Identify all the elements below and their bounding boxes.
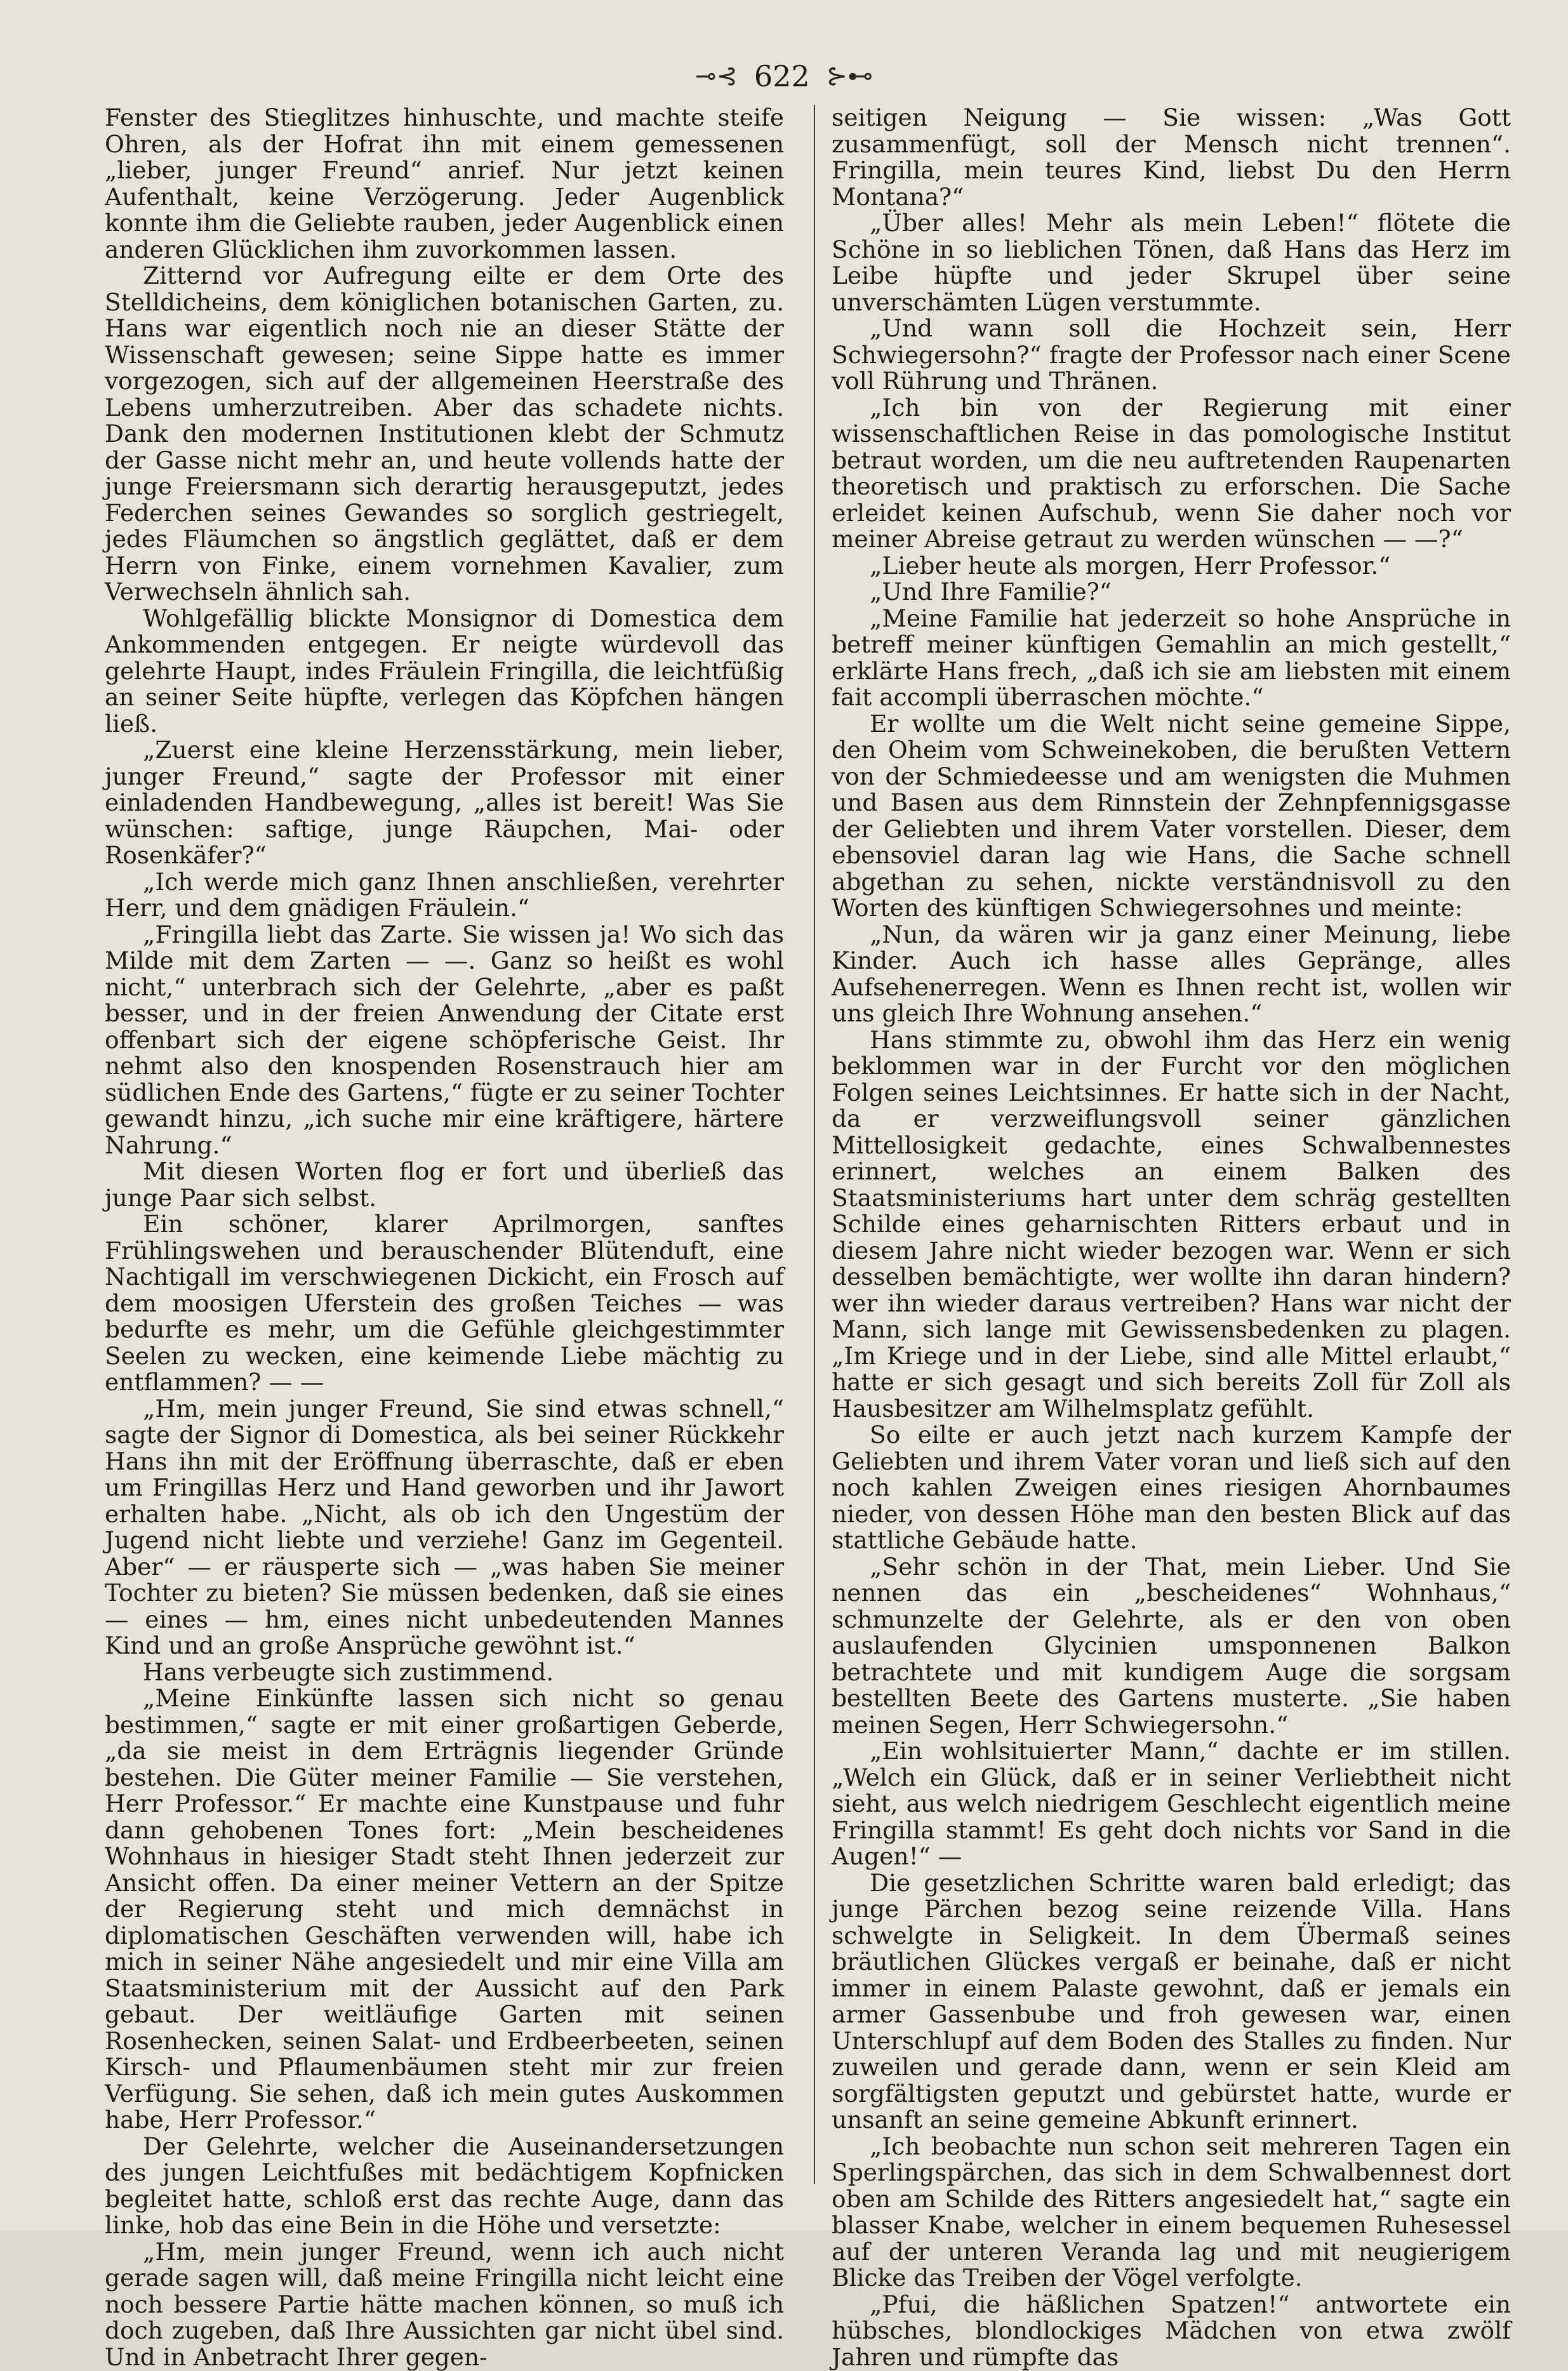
text-columns <box>105 103 1511 2371</box>
paragraph: „Fringilla liebt das Zarte. Sie wissen ja! Wo sich das Milde mit dem Zarten — —. Ganz so heißt es wohl nicht,“ unterbrach sich der Gelehrte, „aber es paßt besser, und in der freien Anwendung der Citate erst offenbart sich der eigene schöpferische Geist. Ihr nehmt also den knospenden Rosenstrauch hier am südlichen Ende des Gartens,“ fügte er zu seiner Tochter gewandt hinzu, „ich suche mir eine kräftigere, härtere Nahrung.“ <box>105 920 784 1159</box>
paragraph: Er wollte um die Welt nicht seine gemeine Sippe, den Oheim vom Schweinekoben, die berußten Vettern von der Schmiedeesse und am wenigsten die Muhmen und Basen aus dem Rinnstein der Zehnpfennigsgasse der Geliebten und ihrem Vater vorstellen. Dieser, dem ebensoviel daran lag wie Hans, die Sache schnell abgethan zu sehen, nickte verständnisvoll zu den Worten des künftigen Schwiegersohnes und meinte: <box>832 709 1511 922</box>
paragraph: Der Gelehrte, welcher die Auseinandersetzungen des jungen Leichtfußes mit bedächtigem Kopfnicken begleitet hatte, schloß erst das rechte Auge, dann das linke, hob das eine Bein in die Höhe und versetzte: <box>105 2132 784 2239</box>
ornament-right-icon: ⊱⊷ <box>826 62 874 91</box>
column-divider <box>814 105 815 2184</box>
paragraph: „Pfui, die häßlichen Spatzen!“ antwortete ein hübsches, blondlockiges Mädchen von etwa zwölf Jahren und rümpfte das <box>832 2290 1511 2371</box>
paragraph: Ein schöner, klarer Aprilmorgen, sanftes Frühlingswehen und berauschender Blütenduft, eine Nachtigall im verschwiegenen Dickicht, ein Frosch auf dem moosigen Uferstein des großen Teiches — was bedurfte es mehr, um die Gefühle gleichgestimmter Seelen zu wecken, eine keimende Liebe mächtig zu entflammen? — — <box>105 1210 784 1396</box>
ornament-left-icon: ⊸⊰ <box>694 62 738 91</box>
paragraph: „Ein wohlsituierter Mann,“ dachte er im stillen. „Welch ein Glück, daß er in seiner Verliebtheit nicht sieht, aus welch niedrigem Geschlecht eigentlich meine Fringilla stammt! Es geht doch nichts vor Sand in die Augen!“ — <box>832 1737 1511 1870</box>
paragraph: So eilte er auch jetzt nach kurzem Kampfe der Geliebten und ihrem Vater voran und ließ sich auf den noch kahlen Zweigen eines riesigen Ahornbaumes nieder, von dessen Höhe man den besten Blick auf das stattliche Gebäude hatte. <box>832 1421 1511 1554</box>
paragraph: „Nun, da wären wir ja ganz einer Meinung, liebe Kinder. Auch ich hasse alles Gepränge, alles Aufsehenerregen. Wenn es Ihnen recht ist, wollen wir uns gleich Ihre Wohnung ansehen.“ <box>832 920 1511 1027</box>
paragraph: „Zuerst eine kleine Herzensstärkung, mein lieber, junger Freund,“ sagte der Professor mit einer einladenden Handbewegung, „alles ist bereit! Was Sie wünschen: saftige, junge Räupchen, Mai- oder Rosenkäfer?“ <box>105 736 784 869</box>
paragraph: „Lieber heute als morgen, Herr Professor.“ <box>870 551 1391 580</box>
right-column <box>832 103 1511 2371</box>
paragraph: Die gesetzlichen Schritte waren bald erledigt; das junge Pärchen bezog seine reizende Villa. Hans schwelgte in Seligkeit. In dem Übermaß seines bräutlichen Glückes vergaß er beinahe, daß er nicht immer in einem Palaste gewohnt, daß er jemals ein armer Gassenbube und froh gewesen war, einen Unterschlupf auf dem Boden des Stalles zu finden. Nur zuweilen und gerade dann, wenn er sein Kleid am sorgfältigsten geputzt und gebürstet hatte, wurde er unsanft an seine gemeine Abkunft erinnert. <box>832 1868 1511 2134</box>
paragraph: Hans verbeugte sich zustimmend. <box>143 1657 554 1686</box>
paragraph: Hans stimmte zu, obwohl ihm das Herz ein wenig beklommen war in der Furcht vor den möglichen Folgen seines Leichtsinnes. Er hatte sich in der Nacht, da er verzweiflungsvoll seiner gänzlichen Mittellosigkeit gedachte, eines Schwalbennestes erinnert, welches an einem Balken des Staatsministeriums hart unter dem schräg gestellten Schilde eines geharnischten Ritters erbaut und in diesem Jahre nicht wieder bezogen war. Wenn er sich desselben bemächtigte, wer wollte ihn daran hindern? wer ihn wieder daraus vertreiben? Hans war nicht der Mann, sich lange mit Gewissensbedenken zu plagen. „Im Kriege und in der Liebe, sind alle Mittel erlaubt,“ hatte er sich gesagt und sich bereits Zoll für Zoll als Hausbesitzer am Wilhelmsplatz gefühlt. <box>832 1025 1511 1423</box>
paragraph: „Und Ihre Familie?“ <box>870 578 1112 606</box>
paragraph: „Ich bin von der Regierung mit einer wissenschaftlichen Reise in das pomologische Institut betraut worden, um die neu auftretenden Raupenarten theoretisch und praktisch zu erforschen. Die Sache erleidet keinen Aufschub, wenn Sie daher noch vor meiner Abreise getraut zu werden wünschen — —?“ <box>832 393 1511 553</box>
left-column <box>105 103 784 2371</box>
page-header <box>0 56 1568 96</box>
paragraph: „Ich werde mich ganz Ihnen anschließen, verehrter Herr, und dem gnädigen Fräulein.“ <box>105 867 784 922</box>
paragraph: „Über alles! Mehr als mein Leben!“ flötete die Schöne in so lieblichen Tönen, daß Hans das Herz im Leibe hüpfte und jeder Skrupel über seine unverschämten Lügen verstummte. <box>832 209 1511 316</box>
paragraph: Mit diesen Worten flog er fort und überließ das junge Paar sich selbst. <box>105 1157 784 1212</box>
paragraph: „Und wann soll die Hochzeit sein, Herr Schwiegersohn?“ fragte der Professor nach einer Scene voll Rührung und Thränen. <box>832 314 1511 395</box>
page-number: 622 <box>754 59 810 93</box>
paragraph: Wohlgefällig blickte Monsignor di Domestica dem Ankommenden entgegen. Er neigte würdevoll das gelehrte Haupt, indes Fräulein Fringilla, die leichtfüßig an seiner Seite hüpfte, verlegen das Köpfchen hängen ließ. <box>105 604 784 738</box>
paragraph: „Meine Einkünfte lassen sich nicht so genau bestimmen,“ sagte er mit einer großartigen Geberde, „da sie meist in dem Erträgnis liegender Gründe bestehen. Die Güter meiner Familie — Sie verstehen, Herr Professor.“ Er machte eine Kunstpause und fuhr dann gehobenen Tones fort: „Mein bescheidenes Wohnhaus in hiesiger Stadt steht Ihnen jederzeit zur Ansicht offen. Da einer meiner Vettern an der Spitze der Regierung steht und mich demnächst in diplomatischen Geschäften verwenden will, habe ich mich in seiner Nähe angesiedelt und mir eine Villa am Staatsministerium mit der Aussicht auf den Park gebaut. Der weitläufige Garten mit seinen Rosenhecken, seinen Salat- und Erdbeerbeeten, seinen Kirsch- und Pflaumenbäumen steht mir zur freien Verfügung. Sie sehen, daß ich mein gutes Auskommen habe, Herr Professor.“ <box>105 1684 784 2134</box>
paragraph: „Meine Familie hat jederzeit so hohe Ansprüche in betreff meiner künftigen Gemahlin an mich gestellt,“ erklärte Hans frech, „daß ich sie am liebsten mit einem fait accompli überraschen möchte.“ <box>832 604 1511 711</box>
paragraph: Fenster des Stieglitzes hinhuschte, und machte steife Ohren, als der Hofrat ihn mit einem gemessenen „lieber, junger Freund“ anrief. Nur jetzt keinen Aufenthalt, keine Verzögerung. Jeder Augenblick konnte ihm die Geliebte rauben, jeder Augenblick einen anderen Glücklichen ihm zuvorkommen lassen. <box>105 103 784 263</box>
paragraph: Zitternd vor Aufregung eilte er dem Orte des Stelldicheins, dem königlichen botanischen Garten, zu. Hans war eigentlich noch nie an dieser Stätte der Wissenschaft gewesen; seine Sippe hatte es immer vorgezogen, sich auf der allgemeinen Heerstraße des Lebens umherzutreiben. Aber das schadete nichts. Dank den modernen Institutionen klebt der Schmutz der Gasse nicht mehr an, und heute vollends hatte der junge Freiersmann sich derartig herausgeputzt, jedes Federchen seines Gewandes so sorglich gestriegelt, jedes Fläumchen so ängstlich geglättet, daß er dem Herrn von Finke, einem vornehmen Kavalier, zum Verwechseln ähnlich sah. <box>105 262 784 606</box>
paragraph: „Sehr schön in der That, mein Lieber. Und Sie nennen das ein „bescheidenes“ Wohnhaus,“ schmunzelte der Gelehrte, als er den von oben auslaufenden Glycinien umsponnenen Balkon betrachtete und mit kundigem Auge die sorgsam bestellten Beete des Gartens musterte. „Sie haben meinen Segen, Herr Schwiegersohn.“ <box>832 1552 1511 1739</box>
paragraph: „Ich beobachte nun schon seit mehreren Tagen ein Sperlingspärchen, das sich in dem Schwalbennest dort oben am Schilde des Ritters angesiedelt hat,“ sagte ein blasser Knabe, welcher in einem bequemen Ruhesessel auf der unteren Veranda lag und mit neugierigem Blicke das Treiben der Vögel verfolgte. <box>832 2132 1511 2292</box>
paragraph: „Hm, mein junger Freund, wenn ich auch nicht gerade sagen will, daß meine Fringilla nicht leicht eine noch bessere Partie hätte machen können, so muß ich doch zugeben, daß Ihre Aussichten gar nicht übel sind. Und in Anbetracht Ihrer gegen- <box>105 2237 784 2371</box>
paragraph: seitigen Neigung — Sie wissen: „Was Gott zusammenfügt, soll der Mensch nicht trennen“. Fringilla, mein teures Kind, liebst Du den Herrn Montana?“ <box>832 103 1511 211</box>
paragraph: „Hm, mein junger Freund, Sie sind etwas schnell,“ sagte der Signor di Domestica, als bei seiner Rückkehr Hans ihn mit der Eröffnung überraschte, daß er eben um Fringillas Herz und Hand geworben und ihr Jawort erhalten habe. „Nicht, als ob ich den Ungestüm der Jugend nicht liebte und verziehe! Ganz im Gegenteil. Aber“ — er räusperte sich — „was haben Sie meiner Tochter zu bieten? Sie müssen bedenken, daß sie eines — eines — hm, eines nicht unbedeutenden Mannes Kind und an große Ansprüche gewöhnt ist.“ <box>105 1394 784 1659</box>
